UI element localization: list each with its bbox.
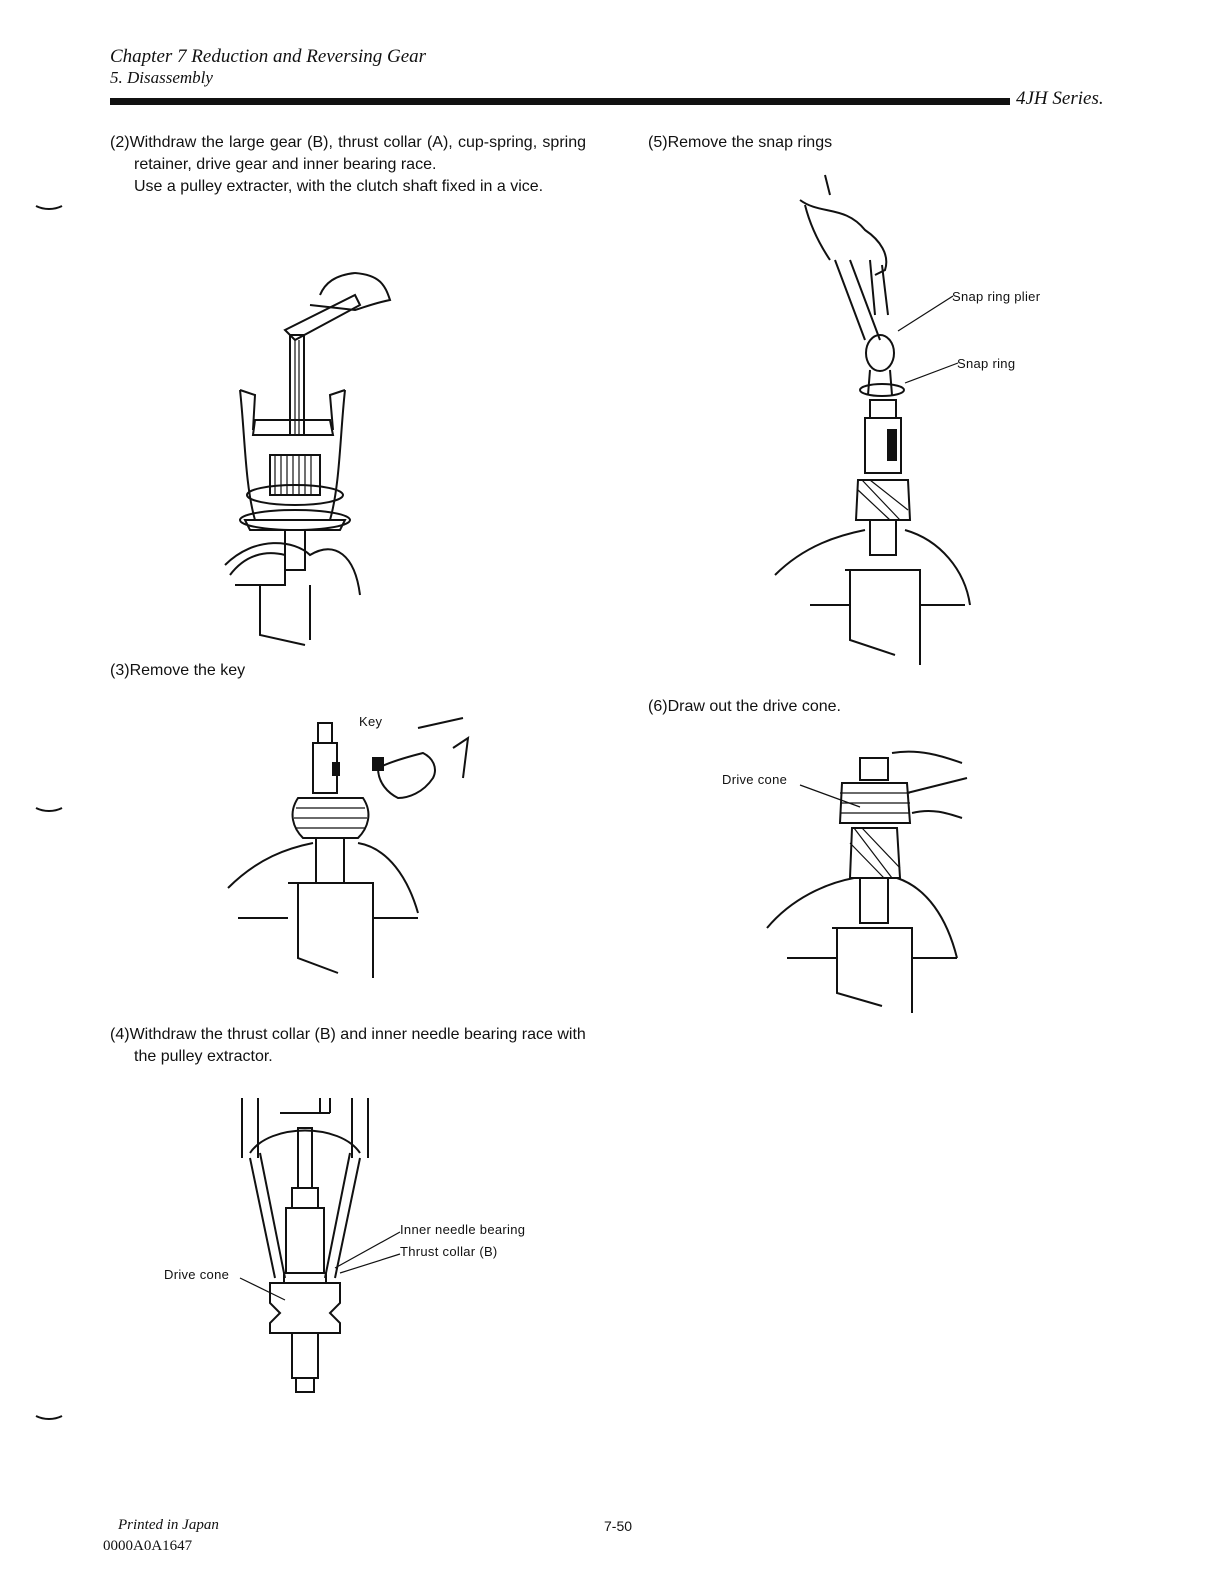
figure-snap-ring-plier xyxy=(770,175,980,665)
header-rule xyxy=(110,98,1010,105)
figure-4-leaders xyxy=(240,1228,410,1298)
step-text: Remove the key xyxy=(129,662,246,679)
step-text: Withdraw the thrust collar (B) and inner needle bearing race with the pulley extractor. xyxy=(129,1026,586,1065)
figure-pulley-extractor xyxy=(215,255,375,655)
series-label: 4JH Series. xyxy=(1016,88,1104,109)
chapter-title: Chapter 7 Reduction and Reversing Gear xyxy=(110,46,427,67)
label-snap-ring-plier: Snap ring plier xyxy=(952,289,1041,304)
step-text: Withdraw the large gear (B), thrust collar (A), cup-spring, spring retainer, drive gear and inner bearing race. xyxy=(129,134,586,173)
step-text: Remove the snap rings xyxy=(667,134,833,151)
step-2 xyxy=(110,132,586,198)
step-3 xyxy=(110,660,245,682)
label-drive-cone: Drive cone xyxy=(722,772,788,787)
document-code: 0000A0A1647 xyxy=(103,1538,193,1554)
figure-remove-key xyxy=(228,718,468,988)
step-number: (5) xyxy=(648,134,668,151)
label-drive-cone: Drive cone xyxy=(164,1267,230,1282)
page-number: 7-50 xyxy=(604,1518,633,1534)
label-inner-needle-bearing: Inner needle bearing xyxy=(400,1222,526,1237)
label-snap-ring: Snap ring xyxy=(957,356,1016,371)
label-thrust-collar-b: Thrust collar (B) xyxy=(400,1244,498,1259)
label-key: Key xyxy=(359,714,383,729)
step-6 xyxy=(648,696,841,718)
section-title: 5. Disassembly xyxy=(110,68,213,87)
step-text: Draw out the drive cone. xyxy=(667,698,841,715)
step-number: (2) xyxy=(110,134,130,151)
step-number: (4) xyxy=(110,1026,130,1043)
binder-mark xyxy=(36,198,62,204)
figure-5-leaders xyxy=(893,293,963,383)
step-5 xyxy=(648,132,832,154)
binder-mark xyxy=(36,800,62,806)
step-text-2: Use a pulley extracter, with the clutch shaft fixed in a vice. xyxy=(134,178,544,195)
printed-in-label: Printed in Japan xyxy=(118,1517,219,1533)
figure-6-leader xyxy=(800,782,870,812)
step-4 xyxy=(110,1024,586,1068)
step-number: (3) xyxy=(110,662,130,679)
step-number: (6) xyxy=(648,698,668,715)
binder-mark xyxy=(36,1408,62,1414)
